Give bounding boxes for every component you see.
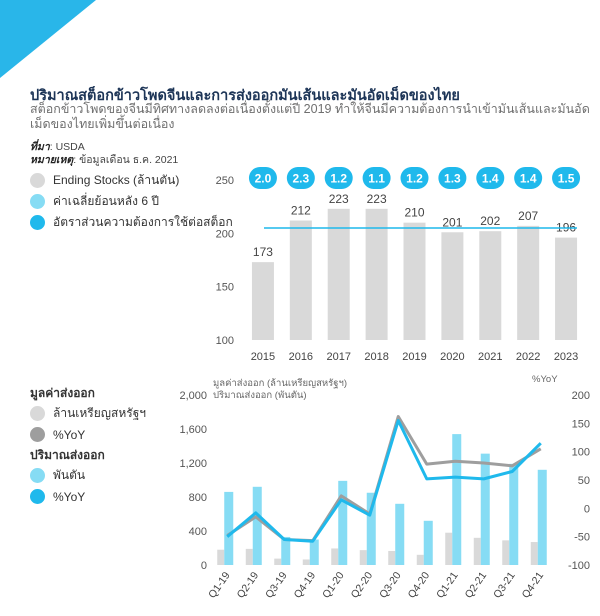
x-tick-label: Q2-20 [348,569,376,601]
ratio-label: 1.4 [481,171,499,186]
x-tick-label: Q3-20 [377,569,404,601]
export-volume-bar [310,540,319,566]
x-tick-label: Q1-20 [320,569,347,601]
ratio-label: 1.1 [368,171,385,186]
x-tick-label: Q2-21 [462,569,490,601]
export-volume-bar [224,492,233,565]
legend-label: อัตราส่วนความต้องการใช้ต่อสต็อก [53,215,233,229]
export-value-bar [417,555,424,565]
x-tick-label: 2016 [288,351,314,363]
ratio-label: 1.5 [557,171,575,186]
y-left-tick-label: 1,200 [179,458,207,470]
legend-heading-export-volume: ปริมาณส่งออก [30,448,105,462]
y-right-tick-label: 0 [583,503,590,516]
left-axis-label: มูลค่าส่งออก (ล้านเหรียญสหรัฐฯ) [213,378,348,389]
export-volume-bar [338,481,347,565]
y-left-tick-label: 400 [188,526,207,538]
legend-label: %YoY [53,427,86,442]
left-axis-label-2: ปริมาณส่งออก (พันตัน) [213,390,307,401]
ratio-label: 1.4 [519,171,537,186]
bar-value-label: 223 [328,191,349,206]
x-tick-label: 2019 [402,351,427,363]
ratio-label: 2.0 [254,171,272,186]
bar-value-label: 210 [404,205,425,220]
page-title: ปริมาณสต็อกข้าวโพดจีนและการส่งออกมันเส้นและมันอัดเม็ดของไทย [30,88,460,104]
export-value-bar [274,559,281,565]
x-tick-label: 2018 [364,351,389,363]
legend-label: Ending Stocks (ล้านตัน) [53,173,180,187]
export-volume-bar [452,434,461,565]
export-volume-bar [253,487,262,565]
note-label: หมายเหตุ [30,154,74,166]
x-tick-label: Q1-21 [434,569,461,601]
y-right-tick-label: 150 [571,418,590,431]
legend-heading-export-value: มูลค่าส่งออก [30,386,95,400]
export-value-bar [388,551,395,565]
y-left-tick-label: 800 [188,492,207,504]
export-value-bar [217,550,224,565]
x-tick-label: Q3-21 [491,569,518,601]
x-tick-label: 2015 [250,351,276,363]
export-value-bar [445,533,452,565]
legend-label: พันตัน [53,468,86,482]
x-tick-label: Q3-19 [263,569,290,601]
export-volume-bar [395,504,404,565]
x-tick-label: Q4-19 [291,569,319,601]
bar-value-label: 212 [290,203,311,218]
export-value-bar [502,540,509,565]
y-left-tick-label: 0 [200,560,207,572]
value-yoy-line [227,417,541,541]
export-value-bar [246,549,253,565]
export-value-bar [331,548,338,565]
ratio-label: 1.2 [330,171,348,186]
export-volume-bar [481,454,490,565]
ratio-label: 1.2 [406,171,423,186]
y-tick-label: 100 [215,335,234,347]
y-tick-label: 150 [215,281,234,294]
y-right-tick-label: -50 [574,531,590,544]
volume-yoy-line [227,421,541,542]
y-tick-label: 200 [215,228,234,241]
legend-label: ล้านเหรียญสหรัฐฯ [53,406,147,420]
bar-value-label: 202 [480,214,501,229]
badge-text: รูปที่ 6 [26,37,69,77]
source-value: : USDA [49,141,85,153]
x-tick-label: 2023 [553,351,579,363]
x-tick-label: 2022 [515,351,541,363]
y-left-tick-label: 1,600 [179,424,207,436]
y-right-tick-label: 100 [571,446,590,459]
x-tick-label: Q1-19 [206,569,233,601]
source-label: ที่มา [30,141,50,153]
note-value: : ข้อมูลเดือน ธ.ค. 2021 [73,154,179,166]
legend-label: %YoY [53,489,86,504]
x-tick-label: Q2-19 [234,569,262,601]
bar-value-label: 223 [366,191,387,206]
x-tick-label: 2021 [478,351,503,363]
export-value-bar [474,538,481,565]
export-volume-bar [509,464,518,565]
y-right-tick-label: 50 [577,475,590,487]
x-tick-label: 2017 [326,351,351,363]
ratio-label: 2.3 [292,171,310,186]
ratio-label: 1.3 [444,171,461,186]
bar-value-label: 173 [252,245,273,260]
page-subtitle: สต็อกข้าวโพดของจีนมีทิศทางลดลงต่อเนื่องตั้งแต่ปี 2019 ทำให้จีนมีความต้องการนำเข้ามันเส้นและมันอัดเม็ดของไทยเพิ่มขึ้นต่อเนื่อง [30,102,590,131]
bar-value-label: 207 [518,208,539,223]
x-tick-label: 2020 [440,351,465,363]
x-tick-label: Q4-20 [405,569,433,601]
y-left-tick-label: 2,000 [179,390,207,402]
export-volume-bar [538,470,547,565]
export-value-bar [303,559,310,565]
y-right-tick-label: -100 [567,560,590,572]
y-right-tick-label: 200 [571,390,590,402]
x-tick-label: Q4-21 [519,569,547,601]
legend-label: ค่าเฉลี่ยย้อนหลัง 6 ปี [53,194,159,208]
export-volume-bar [424,521,433,565]
export-value-bar [531,542,538,565]
bar-value-label: 196 [556,220,577,235]
bar-value-label: 201 [442,215,463,230]
export-value-bar [360,550,367,565]
y-tick-label: 250 [215,175,234,187]
right-axis-label: %YoY [532,374,558,385]
